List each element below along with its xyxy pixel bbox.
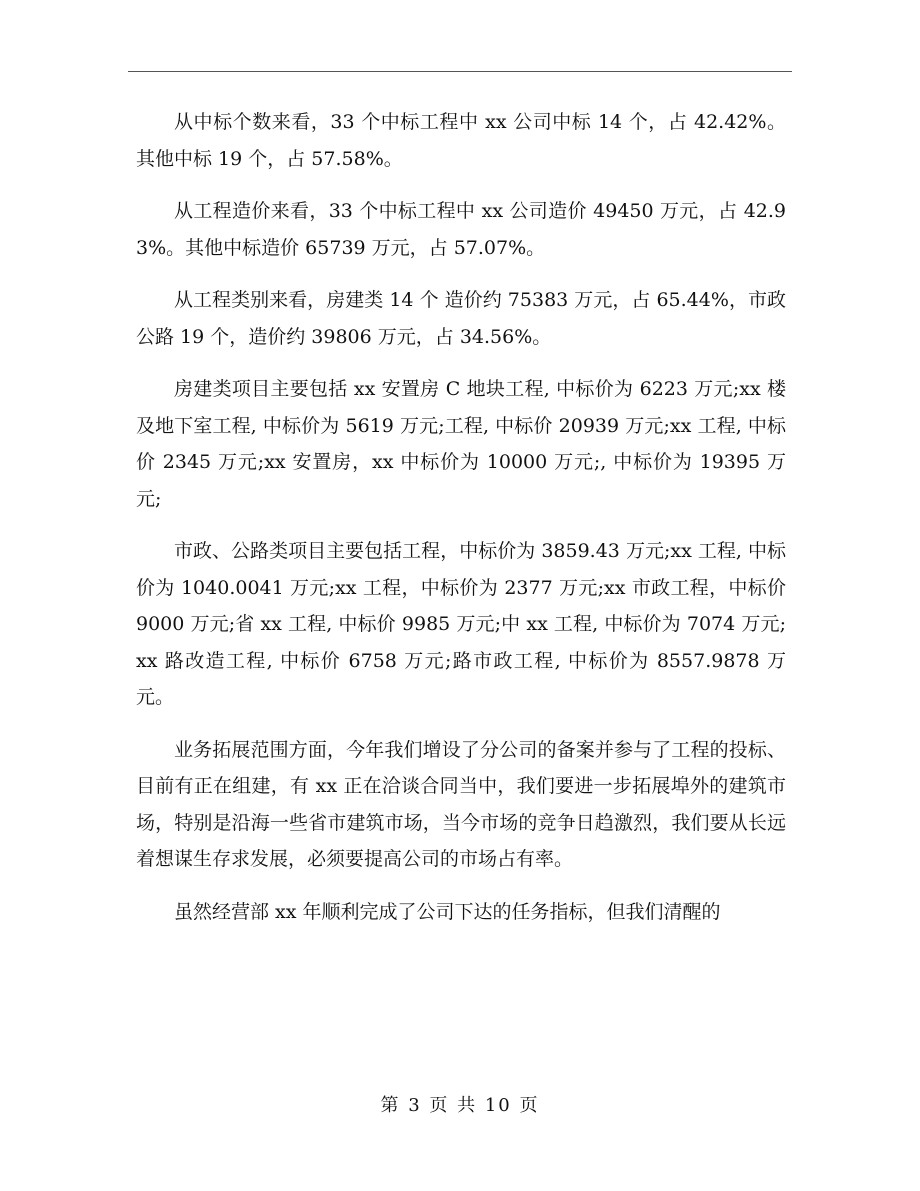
paragraph-project-category: 从工程类别来看，房建类 14 个 造价约 75383 万元，占 65.44%，市政公路 19 个，造价约 39806 万元，占 34.56%。 (136, 289, 786, 348)
header-rule (128, 71, 792, 72)
paragraph-bid-cost: 从工程造价来看，33 个中标工程中 xx 公司造价 49450 万元，占 42.93%。其他中标造价 65739 万元，占 57.07%。 (136, 200, 786, 259)
document-body (136, 104, 786, 946)
paragraph-summary-start: 虽然经营部 xx 年顺利完成了公司下达的任务指标，但我们清醒的 (174, 900, 721, 923)
page-number: 第 3 页 共 10 页 (380, 1095, 540, 1116)
paragraph-bid-count: 从中标个数来看，33 个中标工程中 xx 公司中标 14 个，占 42.42%。其他中标 19 个，占 57.58%。 (136, 111, 786, 170)
paragraph-housing-projects: 房建类项目主要包括 xx 安置房 C 地块工程, 中标价为 6223 万元;xx 楼及地下室工程, 中标价为 5619 万元;工程, 中标价 20939 万元;xx 工程, 中标价 2345 万元;xx 安置房，xx 中标价为 10000 万元;, 中标价为 19395 万元; (136, 378, 786, 510)
paragraph-municipal-projects: 市政、公路类项目主要包括工程，中标价为 3859.43 万元;xx 工程, 中标价为 1040.0041 万元;xx 工程，中标价为 2377 万元;xx 市政工程，中标价 9000 万元;省 xx 工程, 中标价 9985 万元;中 xx 工程, 中标价为 7074 万元;xx 路改造工程, 中标价 6758 万元;路市政工程, 中标价为 8557.9878 万元。 (136, 540, 786, 708)
paragraph-business-expansion: 业务拓展范围方面，今年我们增设了分公司的备案并参与了工程的投标、目前有正在组建，有 xx 正在洽谈合同当中，我们要进一步拓展埠外的建筑市场，特别是沿海一些省市建筑市场，当今市场的竞争日趋激烈，我们要从长远着想谋生存求发展，必须要提高公司的市场占有率。 (136, 738, 786, 870)
